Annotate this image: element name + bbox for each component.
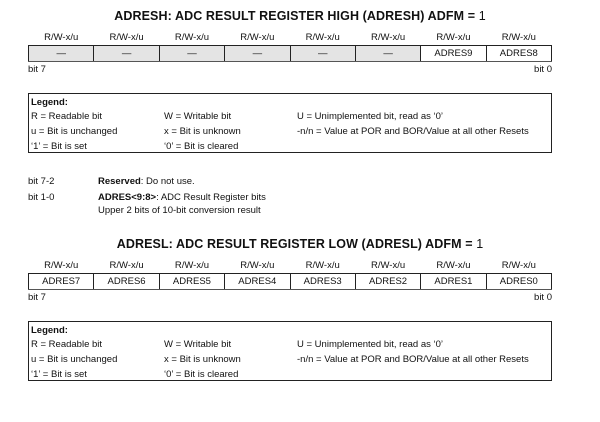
access-bit3: R/W-x/u <box>305 260 340 271</box>
legend-title: Legend: <box>31 97 68 108</box>
legend-por-bor: -n/n = Value at POR and BOR/Value at all other Resets <box>297 126 529 137</box>
legend-title: Legend: <box>31 325 68 336</box>
adresl-bit-table <box>28 259 552 290</box>
access-bit1: R/W-x/u <box>436 32 471 43</box>
adresl-bit-positions <box>28 289 552 303</box>
legend-cleared: ‘0’ = Bit is cleared <box>164 141 239 152</box>
access-bit5: R/W-x/u <box>174 32 209 43</box>
access-bit2: R/W-x/u <box>370 32 406 43</box>
desc-adres-9-8: ADRES<9:8>: ADC Result Register bits <box>98 192 266 203</box>
access-bit2: R/W-x/u <box>370 260 406 271</box>
bit0-name: ADRES0 <box>486 274 551 290</box>
access-bit7: R/W-x/u <box>44 32 79 43</box>
adresl-title: ADRESL: ADC RESULT REGISTER LOW (ADRESL) ADFM = 1 <box>116 237 484 251</box>
bit2-name: ADRES2 <box>355 274 420 290</box>
access-bit1: R/W-x/u <box>436 260 471 271</box>
bit7-name: — <box>29 46 94 62</box>
bit-right-label: bit 0 <box>534 292 552 303</box>
bit4-name: ADRES4 <box>225 274 290 290</box>
access-bit0: R/W-x/u <box>501 260 536 271</box>
legend-cleared: ‘0’ = Bit is cleared <box>164 369 239 380</box>
legend-por-bor: -n/n = Value at POR and BOR/Value at all other Resets <box>297 354 529 365</box>
legend-unknown: x = Bit is unknown <box>164 126 241 137</box>
adresl-access-row <box>29 259 552 274</box>
access-bit6: R/W-x/u <box>109 260 144 271</box>
legend-unknown: x = Bit is unknown <box>164 354 241 365</box>
bit2-name: — <box>355 46 420 62</box>
legend-unchanged: u = Bit is unchanged <box>31 354 118 365</box>
bit0-name: ADRES8 <box>486 46 551 62</box>
bit3-name: — <box>290 46 355 62</box>
bit3-name: ADRES3 <box>290 274 355 290</box>
adresh-legend <box>28 93 552 153</box>
adresl-name-row <box>29 274 552 290</box>
adresh-title: ADRESH: ADC RESULT REGISTER HIGH (ADRESH) ADFM = 1 <box>114 9 486 23</box>
bit-right-label: bit 0 <box>534 64 552 75</box>
desc-adres-9-8-detail: Upper 2 bits of 10-bit conversion result <box>98 205 261 216</box>
adresh-bit-table <box>28 31 552 62</box>
legend-writable: W = Writable bit <box>164 339 232 350</box>
bit7-name: ADRES7 <box>29 274 94 290</box>
access-bit4: R/W-x/u <box>240 32 275 43</box>
bit4-name: — <box>225 46 290 62</box>
access-bit7: R/W-x/u <box>44 260 79 271</box>
legend-writable: W = Writable bit <box>164 111 232 122</box>
access-bit0: R/W-x/u <box>501 32 536 43</box>
bit6-name: ADRES6 <box>94 274 159 290</box>
desc-reserved: Reserved: Do not use. <box>98 176 195 187</box>
bit1-name: ADRES9 <box>421 46 486 62</box>
adresh-access-row <box>29 31 552 46</box>
access-bit6: R/W-x/u <box>109 32 144 43</box>
access-bit4: R/W-x/u <box>240 260 275 271</box>
bit-left-label: bit 7 <box>28 64 46 75</box>
access-bit3: R/W-x/u <box>305 32 340 43</box>
access-bit5: R/W-x/u <box>174 260 209 271</box>
bit-left-label: bit 7 <box>28 292 46 303</box>
adresh-name-row <box>29 46 552 62</box>
legend-unchanged: u = Bit is unchanged <box>31 126 118 137</box>
adresh-bit-positions <box>28 61 552 75</box>
legend-readable: R = Readable bit <box>31 339 103 350</box>
legend-unimplemented: U = Unimplemented bit, read as ‘0’ <box>297 111 444 122</box>
legend-readable: R = Readable bit <box>31 111 103 122</box>
legend-set: ‘1’ = Bit is set <box>31 141 87 152</box>
bit5-name: — <box>159 46 224 62</box>
desc-bits-label: bit 7-2 <box>28 176 55 187</box>
legend-set: ‘1’ = Bit is set <box>31 369 87 380</box>
bit6-name: — <box>94 46 159 62</box>
legend-unimplemented: U = Unimplemented bit, read as ‘0’ <box>297 339 444 350</box>
desc-bits-label: bit 1-0 <box>28 192 55 203</box>
bit5-name: ADRES5 <box>159 274 224 290</box>
adresl-legend <box>28 321 552 381</box>
bit1-name: ADRES1 <box>421 274 486 290</box>
